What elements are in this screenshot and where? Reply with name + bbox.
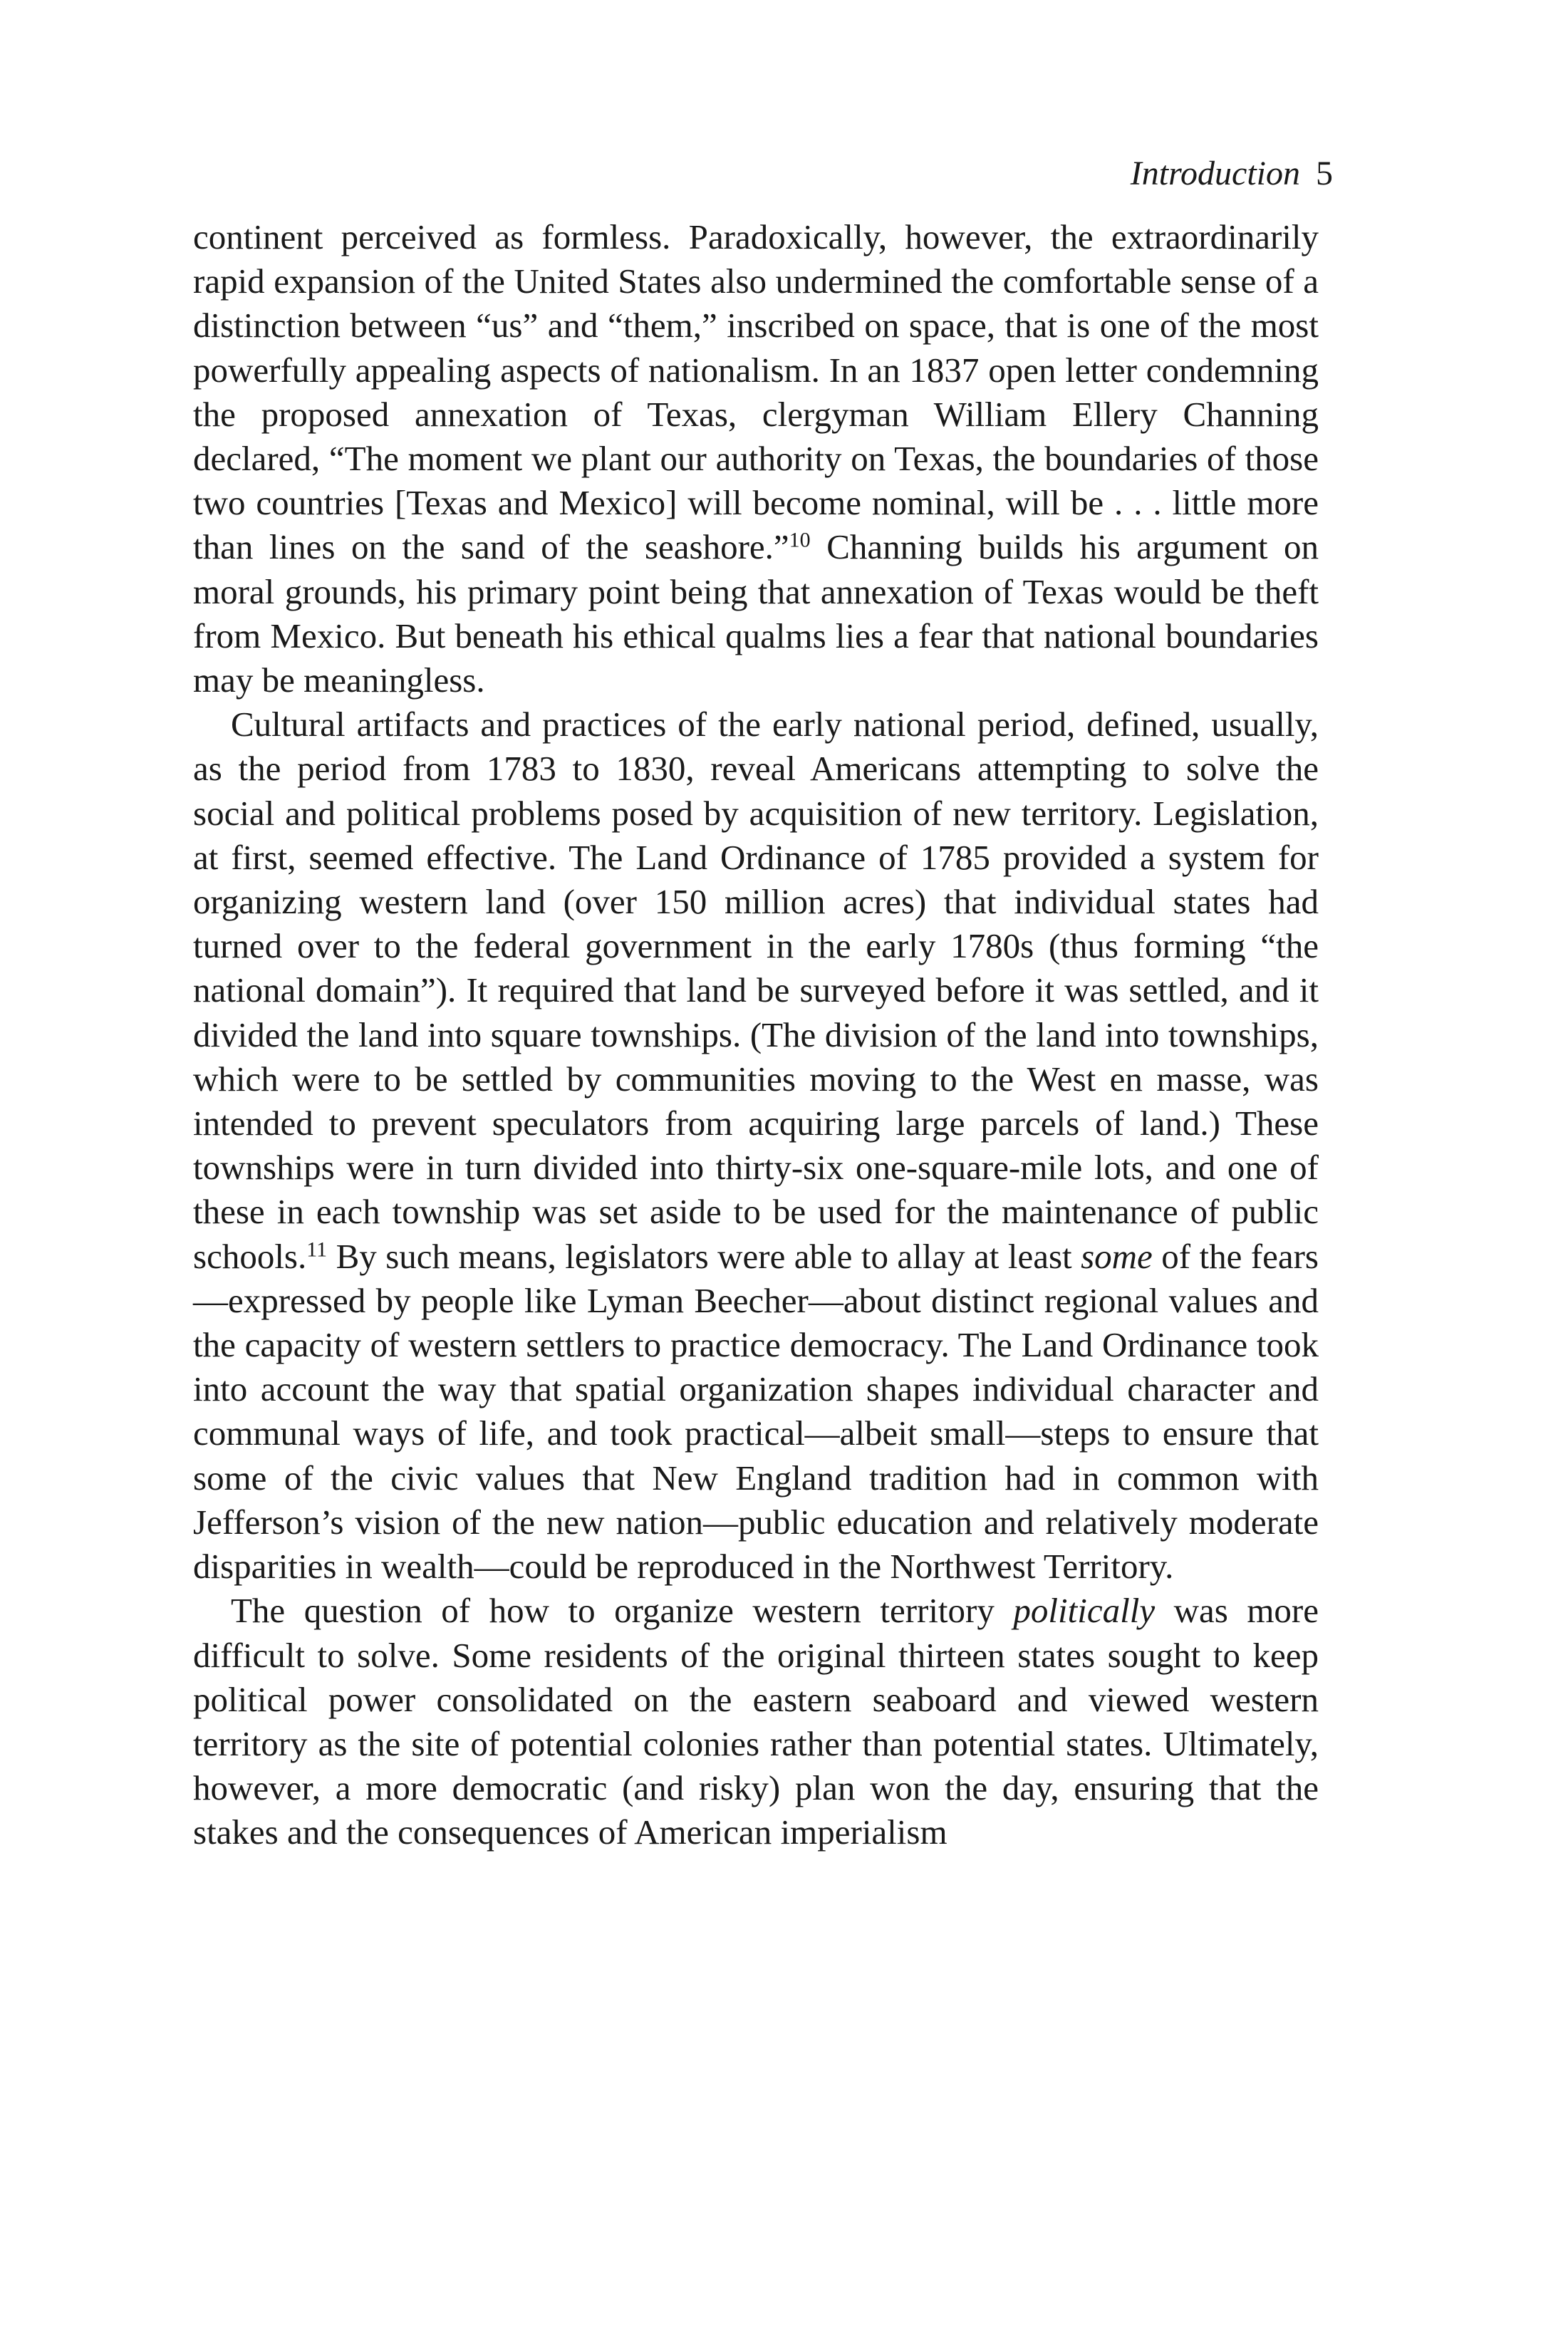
running-head	[1131, 152, 1333, 195]
text-run: By such means, legislators were able to allay at least	[327, 1236, 1081, 1276]
paragraph	[193, 215, 1319, 702]
text-run: was more difficult to solve. Some residents of the original thirteen states sought to keep political power consolidated on the eastern seaboard and viewed western territory as the site of potential colonies rather than potential states. Ultimately, however, a more democratic (and risky) plan won the day, ensuring that the stakes and the consequences of American imperialism	[193, 1591, 1319, 1852]
text-run: continent perceived as formless. Paradoxically, however, the extraordinarily rapid expansion of the United States also undermined the comfortable sense of a distinction between “us” and “them,” inscribed on space, that is one of the most powerfully appealing aspects of nationalism. In an 1837 open letter condemning the proposed annexation of Texas, clergyman William Ellery Channing declared, “The moment we plant our authority on Texas, the boundaries of those two countries [Texas and Mexico] will become nominal, will be . . . little more than lines on the sand of the seashore.”	[193, 217, 1319, 567]
body-text	[193, 215, 1319, 1855]
text-run: The question of how to organize western territory	[231, 1591, 1014, 1631]
text-run: Cultural artifacts and practices of the early national period, defined, usually, as the period from 1783 to 1830, reveal Americans attempting to solve the social and political problems posed by acquisition of new territory. Legislation, at first, seemed effective. The Land Ordinance of 1785 provided a system for organizing western land (over 150 million acres) that individual states had turned over to the federal government in the early 1780s (thus forming “the national domain”). It required that land be surveyed before it was settled, and it divided the land into square townships. (The division of the land into townships, which were to be settled by communities moving to the West en masse, was intended to prevent speculators from acquiring large parcels of land.) These townships were in turn divided into thirty-six one-square-mile lots, and one of these in each township was set aside to be used for the maintenance of public schools.	[193, 705, 1319, 1276]
running-head-section-title: Introduction	[1130, 155, 1300, 192]
emphasized-text: politically	[1013, 1591, 1156, 1631]
footnote-marker: 11	[306, 1237, 328, 1262]
paragraph	[193, 702, 1319, 1589]
footnote-marker: 10	[789, 528, 811, 552]
page-number: 5	[1316, 155, 1333, 192]
text-run: Channing builds his argument on moral grounds, his primary point being that annexation of Texas would be theft from Mexico. But beneath his ethical qualms lies a fear that national boundaries may be meaningless.	[193, 527, 1319, 700]
paragraph	[193, 1589, 1319, 1854]
text-run: of the fears—expressed by people like Lyman Beecher—about distinct regional values and the capacity of western settlers to practice democracy. The Land Ordinance took into account the way that spatial organization shapes individual character and communal ways of life, and took practical—albeit small—steps to ensure that some of the civic values that New England tradition had in common with Jefferson’s vision of the new nation—public education and relatively moderate disparities in wealth—could be reproduced in the Northwest Territory.	[193, 1236, 1319, 1587]
emphasized-text: some	[1081, 1236, 1153, 1276]
